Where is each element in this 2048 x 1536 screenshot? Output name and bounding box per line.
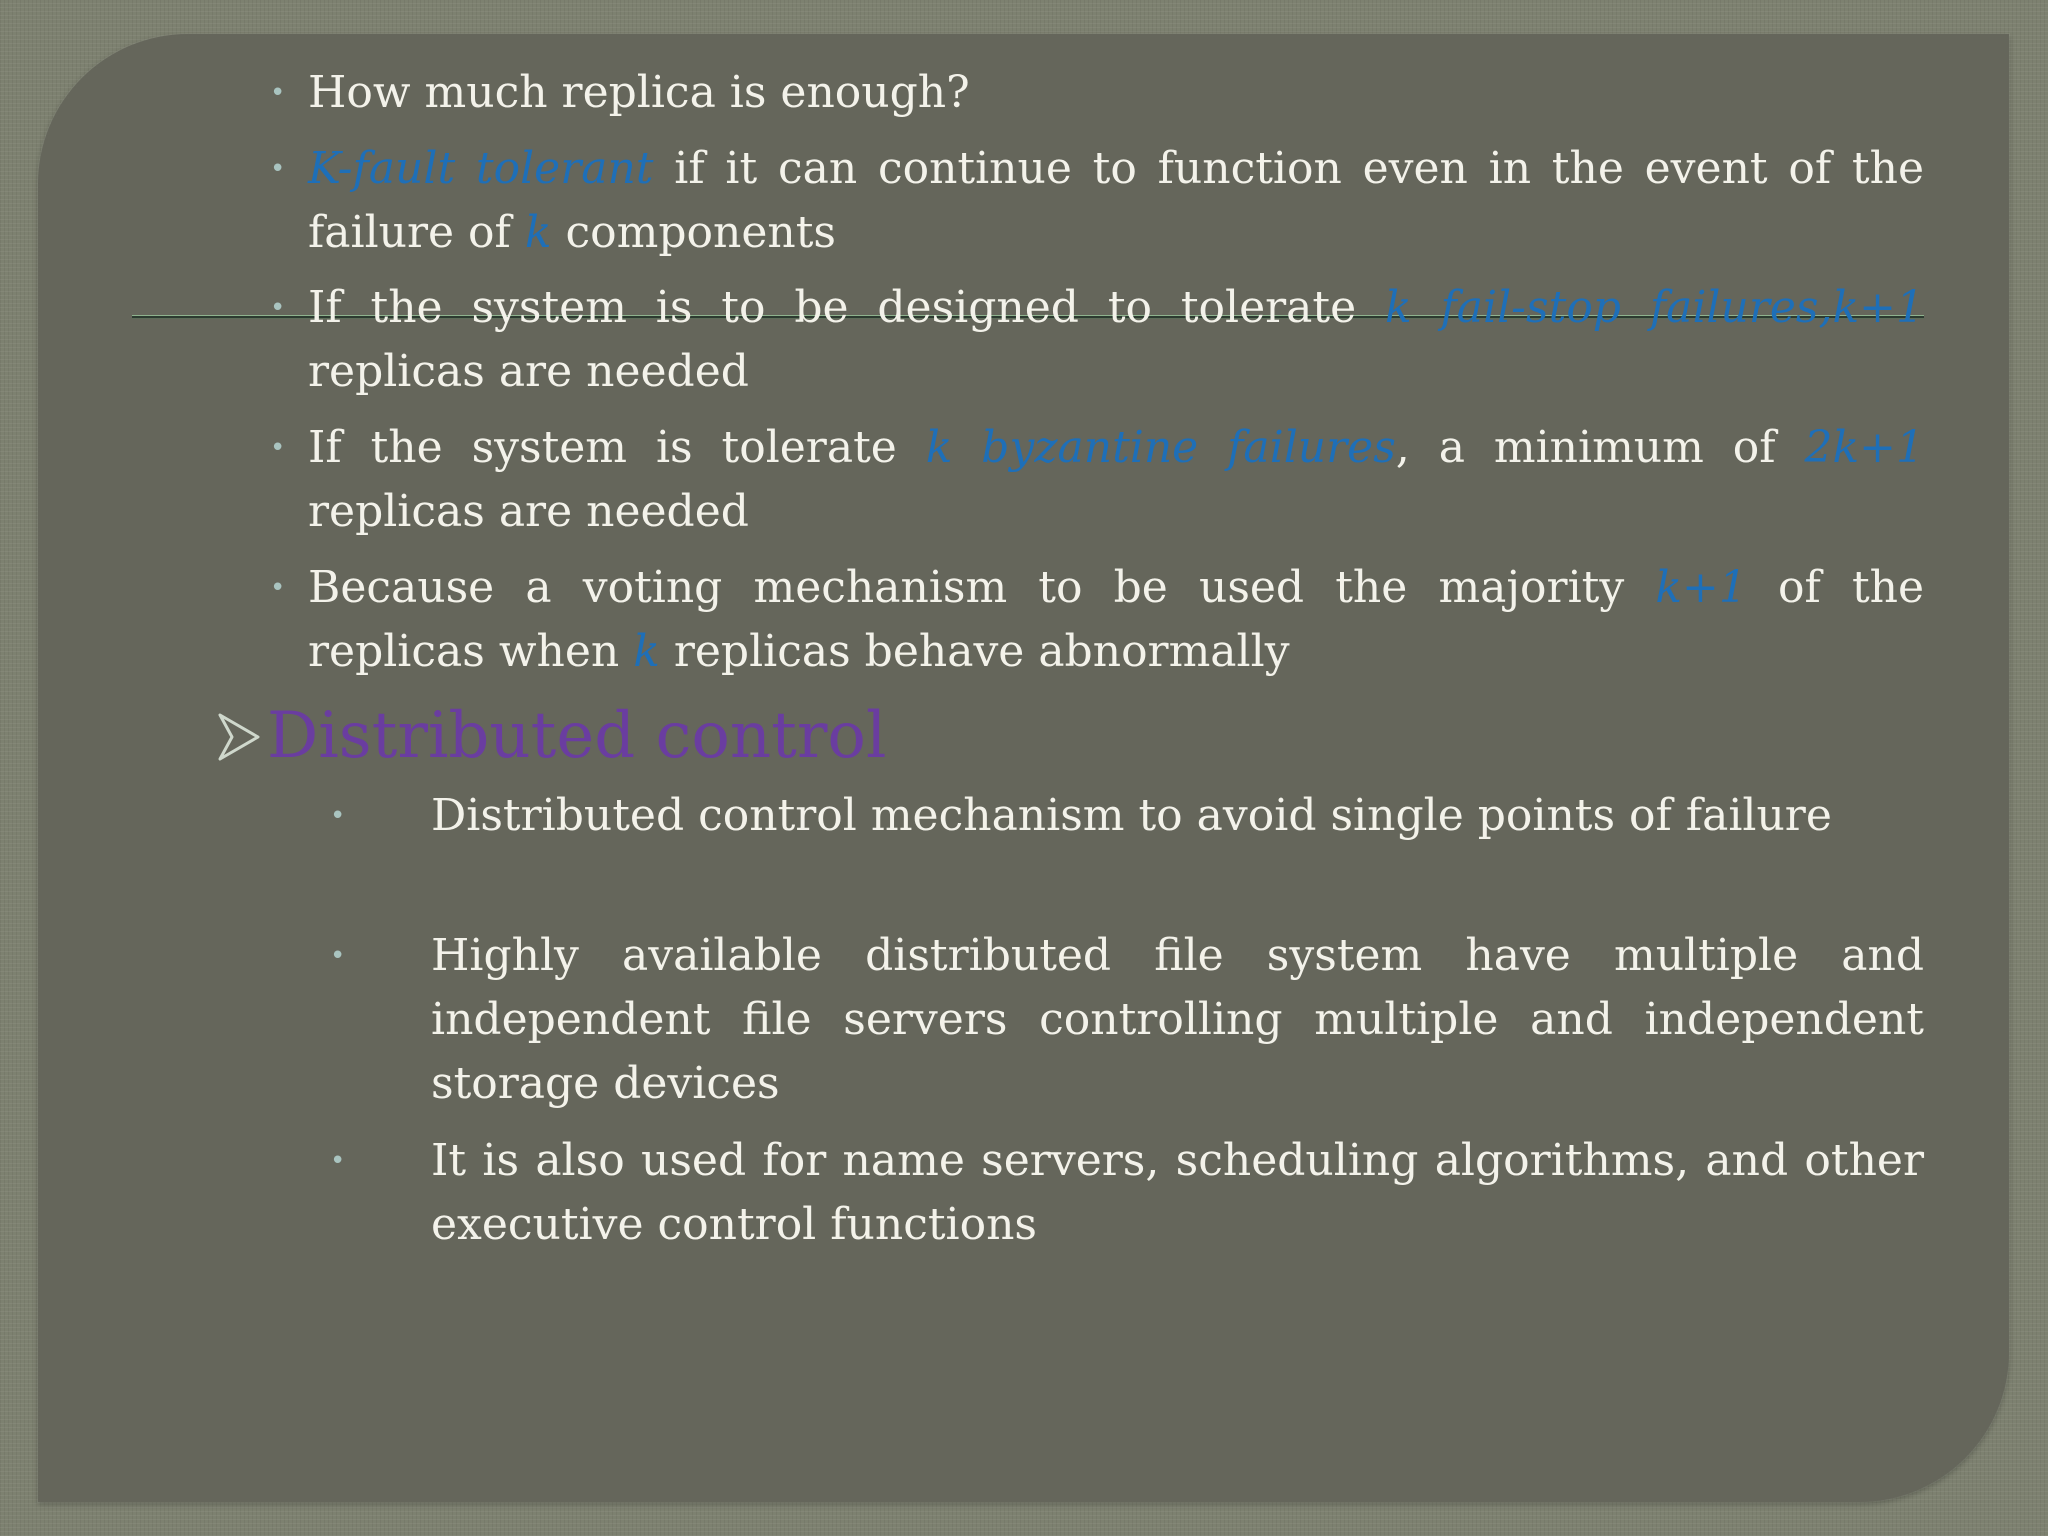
bullet-dot: • [330,1146,346,1176]
term-fail-stop: k fail-stop failures,k+1 [1385,282,1924,333]
bullet-text: replicas behave abnormally [659,626,1290,677]
bullet-dot: • [270,78,286,108]
bullet-dot: • [270,573,286,603]
bullet-byzantine [308,416,1924,544]
sub-bullet-single-points: Distributed control mechanism to avoid single points of failure [431,790,1832,841]
bullet-replica-question [308,61,1924,125]
bullet-text: , a minimum of [1395,422,1805,473]
bullet-text: components [551,207,836,258]
section-heading-distributed-control: Distributed control [267,699,887,773]
bullet-k-fault-tolerant [308,137,1924,265]
bullet-dot: • [270,433,286,463]
bullet-dot: • [270,154,286,184]
bullet-text: of the replicas when [308,562,1924,677]
arrow-bullet-icon [218,709,260,765]
bullet-text: Because a voting mechanism to be used the majority [308,562,1656,613]
bullet-voting [308,556,1924,684]
bullet-text: If the system is to be designed to tolerate [308,282,1385,333]
term-k: k [524,207,552,258]
bullet-dot: • [270,293,286,323]
term-k-fault-tolerant: K-fault tolerant [308,143,654,194]
term-2k-plus-1: 2k+1 [1804,422,1924,473]
bullet-dot: • [330,801,346,831]
bullet-fail-stop [308,276,1924,404]
sub-bullet-file-servers: Highly available distributed file system have multiple and independent file servers controlling multiple and independent storage devices [431,930,1924,1109]
bullet-text: replicas are needed [308,486,749,537]
term-k-plus-1: k+1 [1655,562,1747,613]
term-k: k [633,626,660,677]
sub-bullet-name-servers: It is also used for name servers, scheduling algorithms, and other executive control functions [431,1135,1924,1250]
bullet-text: replicas are needed [308,346,749,397]
bullet-text: If the system is tolerate [308,422,926,473]
term-byzantine: k byzantine failures [925,422,1396,473]
bullet-dot: • [330,941,346,971]
bullet-text: if it can continue to function even in the event of the failure of [308,143,1924,258]
bullet-text: How much replica is enough? [308,67,970,118]
